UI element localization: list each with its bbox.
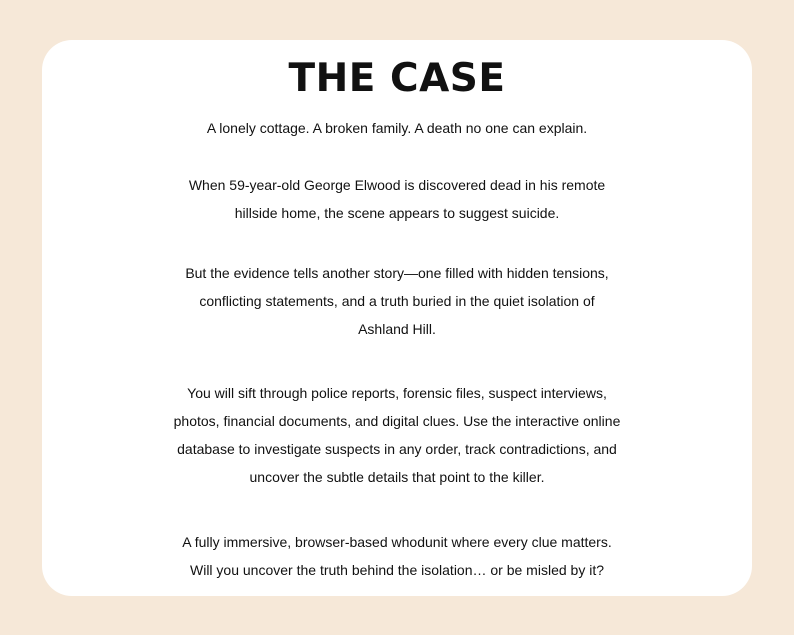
paragraph-line: A lonely cottage. A broken family. A death no one can explain. (206, 120, 588, 136)
paragraph-line: Ashland Hill. (358, 321, 436, 337)
case-paragraph-3 (42, 259, 752, 343)
paragraph-line: database to investigate suspects in any order, track contradictions, and (177, 441, 617, 457)
case-paragraph-4 (42, 379, 752, 491)
paragraph-line: But the evidence tells another story—one filled with hidden tensions, (185, 265, 609, 281)
paragraph-line: You will sift through police reports, forensic files, suspect interviews, (187, 385, 607, 401)
paragraph-line: A fully immersive, browser-based whodunit where every clue matters. (182, 534, 612, 550)
paragraph-line: When 59-year-old George Elwood is discovered dead in his remote (188, 177, 606, 193)
case-paragraph-5 (42, 528, 752, 584)
paragraph-line: hillside home, the scene appears to suggest suicide. (234, 205, 560, 221)
paragraph-line: Will you uncover the truth behind the isolation… or be misled by it? (190, 562, 604, 578)
paragraph-line: conflicting statements, and a truth buried in the quiet isolation of (199, 293, 595, 309)
case-card (42, 40, 752, 596)
paragraph-line: photos, financial documents, and digital clues. Use the interactive online (173, 413, 621, 429)
paragraph-line: uncover the subtle details that point to the killer. (249, 469, 545, 485)
case-paragraph-1 (42, 114, 752, 142)
case-paragraph-2 (42, 171, 752, 227)
case-title: THE CASE (288, 56, 506, 101)
